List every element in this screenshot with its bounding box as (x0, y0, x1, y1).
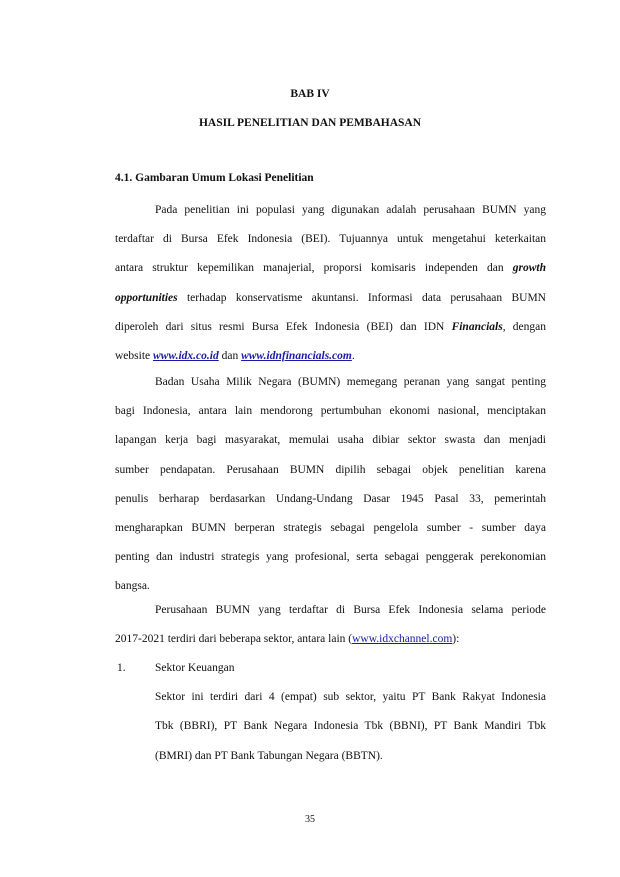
text-line: penting dan industri strategis yang profesional, serta sebagai penggerak perekonomian (115, 551, 546, 564)
section-heading: 4.1. Gambaran Umum Lokasi Penelitian (115, 172, 314, 184)
text-line: opportunities terhadap konservatisme akuntansi. Informasi data perusahaan BUMN (115, 291, 546, 304)
text-line: 2017-2021 terdiri dari beberapa sektor, antara lain (www.idxchannel.com): (115, 633, 460, 646)
paragraph-1 (115, 196, 546, 371)
text-line: Tbk (BBRI), PT Bank Negara Indonesia Tbk (BBNI), PT Bank Mandiri Tbk (155, 720, 546, 733)
text-line: lapangan kerja bagi masyarakat, memulai usaha dibiar sektor swasta dan menjadi (115, 434, 546, 447)
idxchannel-link[interactable]: www.idxchannel.com (352, 633, 453, 646)
text-line: antara struktur kepemilikan manajerial, proporsi komisaris independen dan growth (115, 262, 546, 275)
text-line: Sektor ini terdiri dari 4 (empat) sub sektor, yaitu PT Bank Rakyat Indonesia (155, 691, 546, 704)
text-line: Perusahaan BUMN yang terdaftar di Bursa Efek Indonesia selama periode (155, 604, 546, 616)
emphasis-text: Financials (451, 320, 503, 333)
emphasis-text: opportunities (115, 291, 178, 304)
text-line: bangsa. (115, 580, 150, 593)
text-line: terdaftar di Bursa Efek Indonesia (BEI). Tujuannya untuk mengetahui keterkaitan (115, 233, 546, 246)
text-line: Badan Usaha Milik Negara (BUMN) memegang peranan yang sangat penting (155, 376, 546, 388)
list-number: 1. (117, 662, 126, 674)
text-line: Pada penelitian ini populasi yang digunakan adalah perusahaan BUMN yang (155, 204, 546, 216)
idnfinancials-link[interactable]: www.idnfinancials.com (241, 349, 352, 362)
idx-link[interactable]: www.idx.co.id (153, 349, 219, 362)
text-line: website www.idx.co.id dan www.idnfinancials.com. (115, 349, 355, 362)
text-line: diperoleh dari situs resmi Bursa Efek Indonesia (BEI) dan IDN Financials, dengan (115, 320, 546, 333)
text-line: penulis berharap berdasarkan Undang-Undang Dasar 1945 Pasal 33, pemerintah (115, 492, 546, 505)
list-item (155, 654, 546, 771)
paragraph-3 (115, 596, 546, 654)
emphasis-text: growth (512, 262, 546, 275)
paragraph-2 (115, 368, 546, 602)
text-line: sumber pendapatan. Perusahaan BUMN dipilih sebagai objek penelitian karena (115, 463, 546, 476)
text-line: (BMRI) dan PT Bank Tabungan Negara (BBTN). (155, 749, 383, 762)
list-item-title: Sektor Keuangan (155, 662, 235, 674)
chapter-number: BAB IV (290, 88, 330, 100)
page-number: 35 (305, 814, 315, 825)
text-line: mengharapkan BUMN berperan strategis sebagai pengelola sumber - sumber daya (115, 521, 546, 534)
chapter-title: HASIL PENELITIAN DAN PEMBAHASAN (198, 117, 422, 129)
text-line: bagi Indonesia, antara lain mendorong pertumbuhan ekonomi nasional, menciptakan (115, 405, 546, 418)
